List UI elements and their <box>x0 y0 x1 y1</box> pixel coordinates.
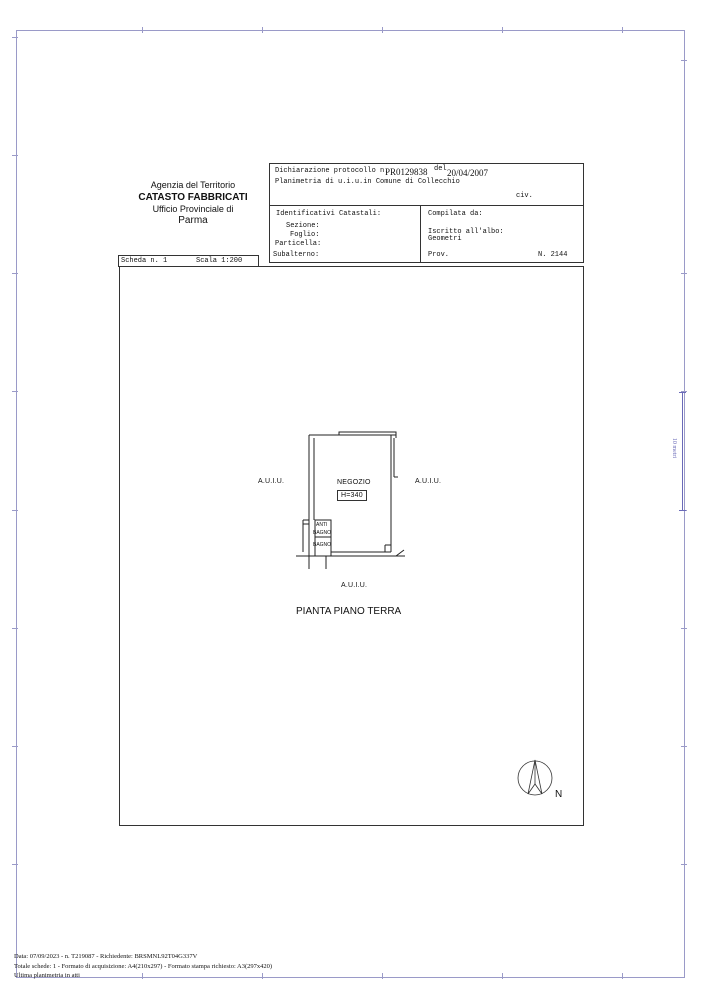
declaration-date: 20/04/2007 <box>447 168 489 178</box>
albo-label: Iscritto all'albo: <box>428 228 504 236</box>
auiu-right: A.U.I.U. <box>415 478 442 485</box>
agency-city: Parma <box>178 215 208 226</box>
scale-label: 10 metri <box>671 437 678 459</box>
scala-label: Scala 1:200 <box>196 257 243 265</box>
sezione-label: Sezione: <box>286 222 320 230</box>
agency-name: Agenzia del Territorio <box>150 180 236 190</box>
albo-value: Geometri <box>428 235 462 243</box>
subalterno-label: Subalterno: <box>273 251 320 259</box>
cadastral-title: Identificativi Catastali: <box>276 210 382 218</box>
agency-catasto: CATASTO FABBRICATI <box>138 192 248 203</box>
bagno-label-2: BAGNO <box>313 542 332 548</box>
auiu-left: A.U.I.U. <box>258 478 285 485</box>
room-height: H=340 <box>337 490 367 501</box>
footer-line-3: Ultima planimetria in atti <box>14 972 80 979</box>
particella-label: Particella: <box>275 240 322 248</box>
window-top <box>339 432 396 435</box>
date-label: del <box>434 165 447 173</box>
north-arrow-icon <box>518 760 552 795</box>
planimetry-line: Planimetria di u.i.u.in Comune di Collecchio <box>275 178 460 186</box>
protocol-number: PR0129838 <box>385 167 428 177</box>
north-label: N <box>555 789 563 800</box>
scheda-label: Scheda n. 1 <box>121 257 168 265</box>
agency-office: Ufficio Provinciale di <box>152 204 234 214</box>
footer-line-2: Totale schede: 1 - Formato di acquisizione: A4(210x297) - Formato stampa richiesto: A3(297x420) <box>14 963 273 970</box>
anti-label: ANTI <box>316 522 328 528</box>
compiled-label: Compilata da: <box>428 210 483 218</box>
plan-title: PIANTA PIANO TERRA <box>296 606 402 617</box>
foglio-label: Foglio: <box>290 231 320 239</box>
room-name: NEGOZIO <box>337 479 371 486</box>
declaration-label: Dichiarazione protocollo n. <box>275 167 389 175</box>
registration-number: N. 2144 <box>538 251 568 259</box>
auiu-bottom: A.U.I.U. <box>341 582 368 589</box>
prov-label: Prov. <box>428 251 450 259</box>
footer-line-1: Data: 07/09/2023 - n. T219087 - Richiedente: BRSMNL92T04G337V <box>14 953 198 960</box>
bagno-label-1: BAGNO <box>313 530 332 536</box>
civ-label: civ. <box>516 192 533 200</box>
